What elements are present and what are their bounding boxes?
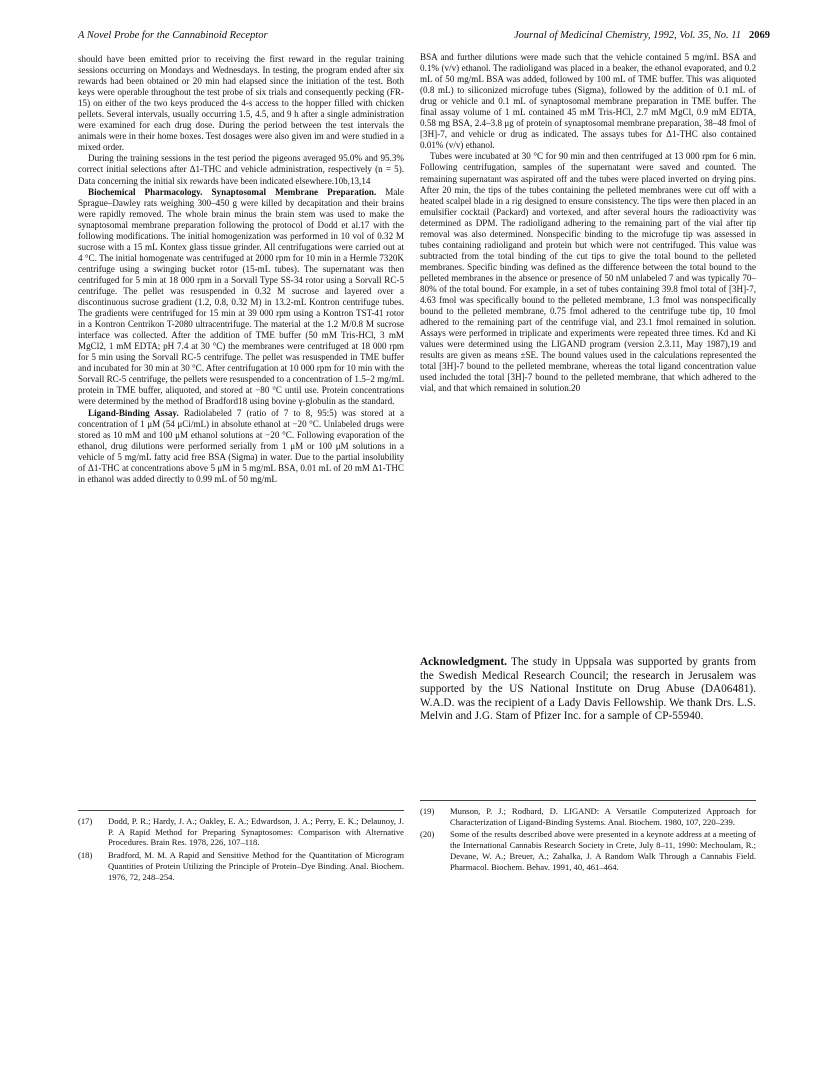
reference-text: Dodd, P. R.; Hardy, J. A.; Oakley, E. A.; Edwardson, J. A.; Perry, E. K.; Delaunoy, J. P. A Rapid Method for Preparing Synaptosomes: Comparison with Alternative Procedures. Brain Res. 1978, 226, 107–118.: [108, 816, 404, 848]
page-number: 2069: [749, 30, 770, 41]
left-column: [78, 54, 404, 485]
reference-number: (18): [78, 850, 93, 861]
journal-citation: Journal of Medicinal Chemistry, 1992, Vol. 35, No. 11: [513, 30, 741, 41]
section-heading: Ligand-Binding Assay.: [88, 407, 179, 418]
paragraph-text: Radiolabeled 7 (ratio of 7 to 8, 95:5) was stored at a concentration of 1 μM (54 μCi/mL) in absolute ethanol at −20 °C. Unlabeled drugs were stored as 10 mM and 100 μM ethanol solutions at −20 °C. Following evaporation of the ethanol, drug dilutions were performed serially from 1 μM or 100 μM solutions in a vehicle of 5 mg/mL fatty acid free BSA (Sigma) in water. Due to the partial insolubility of Δ1-THC at concentrations above 5 μM in 5 mg/mL BSA, 0.01 mL of 20 mM Δ1-THC in ethanol was added directly to 0.99 mL of 50 mg/mL: [78, 407, 404, 484]
section-heading: Biochemical Pharmacology. Synaptosomal Membrane Preparation.: [88, 186, 377, 197]
running-title: A Novel Probe for the Cannabinoid Receptor: [78, 30, 268, 41]
reference-item: [78, 816, 404, 848]
paragraph: should have been emitted prior to receiving the first reward in the regular training sessions occurring on Mondays and Wednesdays. In testing, the program ended after six rewards had been obtained or 20 min had elapsed since the initiation of the test. Both keys were operable throughout the test probe of six trials and consequently pecking (FR-15) on either of the two keys produced the 4-s access to the hopper filled with chicken pellets. Several intervals, usually occurring 1.5, 4.5, and 9 h after a single administration were examined for each drug dose. During the period between the test intervals the animals were in their home boxes. Test dosages were also given im and were studied in a mixed order.: [78, 54, 404, 153]
reference-item: [420, 806, 756, 827]
footnote-rule: [78, 810, 404, 811]
right-column: [420, 52, 756, 394]
reference-number: (17): [78, 816, 93, 826]
reference-text: Munson, P. J.; Rodbard, D. LIGAND: A Versatile Computerized Approach for Characterization of Ligand-Binding Systems. Anal. Biochem. 1980, 107, 220–239.: [450, 806, 756, 827]
references-right: [420, 806, 756, 874]
paragraph: BSA and further dilutions were made such that the vehicle contained 5 mg/mL BSA and 0.1% (v/v) ethanol. The radioligand was placed in a beaker, the ethanol evaporated, and 0.2 mL of 50 mg/mL BSA was added, followed by 100 mL of TME buffer. This was aliquoted (0.8 mL) to siliconized microfuge tubes (Sigma), followed by the addition of 0.1 mL of drug or vehicle and 0.1 mL of synaptosomal membrane preparation in TME buffer. The final assay volume of 1 mL contained 45 mM Tris-HCl, 2.7 mM MgCl, 0.9 mM EDTA, 0.58 mg BSA, 2.4–3.8 μg of protein of synaptosomal membrane preparation, 38–48 fmol of [3H]-7, and vehicle or drug as indicated. The assays tubes for Δ1-THC also contained 0.01% (v/v) ethanol.: [420, 52, 756, 151]
reference-number: (19): [420, 806, 435, 816]
paragraph-synaptosomal: [78, 187, 404, 408]
paragraph-text: Male Sprague–Dawley rats weighing 300–450 g were killed by decapitation and their brains were rapidly removed. The whole brain minus the brain stem was used to make the synaptosomal membrane preparation following the protocol of Dodd et al.17 with the following modifications. The initial homogenization was performed in 10 vol of 0.32 M sucrose with a 15 mL Kontex glass tissue grinder. All centrifugations were carried out at 4 °C. The initial homogenate was centrifuged at 2000 rpm for 10 min in a Hermle 7320K centrifuge using a swinging bucket rotor (15-mL tubes). The supernatant was then centrifuged for 5 min at 18 000 rpm in a Sorvall Type SS-34 rotor using a Sorvall RC-5 centrifuge. The pellet was resuspended in 0.32 M sucrose and layered over a discontinuous sucrose gradient (1.2, 0.8, 0.32 M) in 13.2-mL Kontron centrifuge tubes. The gradients were centrifuged for 15 min at 39 000 rpm using a Kontron TST-41 rotor in a Kontron Centrikon T-2080 ultracentrifuge. The material at the 1.2 M/0.8 M sucrose interface was collected. After the addition of TME buffer (50 mM Tris-HCl, 3 mM MgCl2, 1 mM EDTA; pH 7.4 at 30 °C) the membranes were centrifuged at 18 000 rpm for 5 min using the Sorvall RC-5 centrifuge. The pellet was resuspended in TME buffer and incubated for 30 min at 30 °C. After centrifugation at 10 000 rpm for 10 min with the Sorvall RC-5 centrifuge, the pellets were resuspended to a concentration of 1.5–2 mg/mL protein in TME buffer, aliquoted, and stored at −80 °C until use. Protein concentrations were determined by the method of Bradford18 using bovine γ-globulin as the standard.: [78, 186, 404, 407]
paragraph-ligand-binding: [78, 408, 404, 485]
reference-item: [78, 850, 404, 882]
references-left: [78, 816, 404, 884]
acknowledgment: [420, 656, 756, 724]
reference-number: (20): [420, 829, 435, 840]
acknowledgment-text: The study in Uppsala was supported by grants from the Swedish Medical Research Council; the research in Jerusalem was supported by the US National Institute on Drug Abuse (DA06481). W.A.D. was the recipient of a Lady Davis Fellowship. We thank Drs. L.S. Melvin and J.G. Stam of Pfizer Inc. for a sample of CP-55940.: [420, 656, 756, 723]
paragraph: Tubes were incubated at 30 °C for 90 min and then centrifuged at 13 000 rpm for 6 min. Following centrifugation, samples of the supernatant were saved and counted. The remaining supernatant was aspirated off and the tubes were placed inverted on drying pins. After 20 min, the tips of the tubes containing the pelleted membranes were cut off with a heated scalpel blade in a rig designed to ensure consistency. The tips were then placed in an emulsifier cocktail (Packard) and vortexed, and after several hours the radioactivity was determined as DPM. The radioligand adhering to the remaining part of the vial after tip removal was also determined. Nonspecific binding to the microfuge tip was assessed in tubes containing radioligand and protein but which were not centrifuged. This value was subtracted from the total binding of the cut tips to give the total bound to the pelleted membranes. Specific binding was defined as the difference between the total bound to the pelleted membranes in the absence or presence of 50 nM unlabeled 7 and was typically 70–80% of the total bound. For example, in a set of tubes containing 39.8 fmol total of [3H]-7, 4.63 fmol was specifically bound to the pelleted membrane, 1.3 fmol was nonspecifically bound to the pelleted membrane, 0.75 fmol adhered to the centrifuge tube tip, 10 fmol adhered to the remaining part of the centrifuge vial, and 23.1 fmol remained in solution. Assays were performed in triplicate and experiments were repeated three times. Kd and Ki values were determined using the LIGAND program (version 2.3.11, May 1987),19 and results are given as means ±SE. The bound values used in the calculations represented the total [3H]-7 bound to the pelleted membrane, whereas the total ligand concentration value used included the total [3H]-7 bound to the pelleted membrane, that which adhered to the vial, and that which remained in solution.20: [420, 151, 756, 394]
reference-item: [420, 829, 756, 872]
reference-text: Some of the results described above were presented in a keynote address at a meeting of the International Cannabis Research Society in Crete, July 8–11, 1990: Mechoulam, R.; Devane, W. A.; Breuer, A.; Zahalka, J. A Random Walk Through a Cannabis Field. Pharmacol. Biochem. Behav. 1991, 40, 461–464.: [450, 829, 756, 872]
footnote-rule: [420, 800, 756, 801]
journal-citation-header: [514, 30, 770, 41]
acknowledgment-heading: Acknowledgment.: [420, 656, 507, 668]
reference-text: Bradford, M. M. A Rapid and Sensitive Method for the Quantitation of Microgram Quantities of Protein Utilizing the Principle of Protein–Dye Binding. Anal. Biochem. 1976, 72, 248–254.: [108, 850, 404, 882]
paragraph: During the training sessions in the test period the pigeons averaged 95.0% and 95.3% correct initial selections after Δ1-THC and vehicle administration, respectively (n = 5). Data concerning the initial six rewards have been indicated elsewhere.10b,13,14: [78, 153, 404, 186]
